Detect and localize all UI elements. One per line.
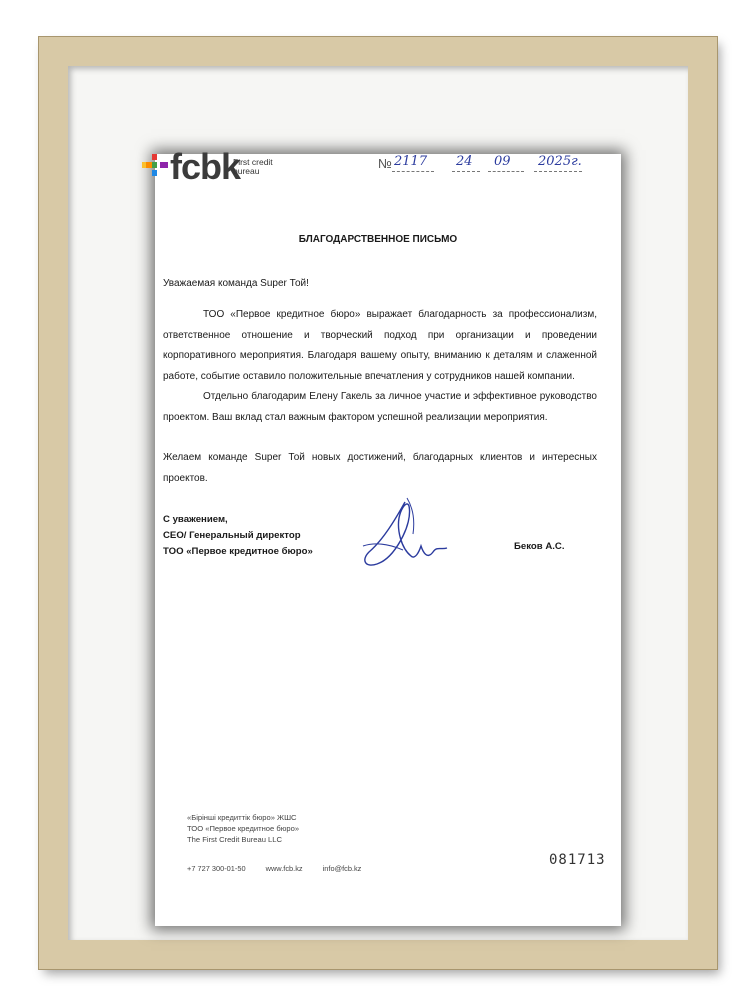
- ref-year: 2025г.: [538, 154, 582, 169]
- logo-wordmark: fcbk: [170, 146, 241, 187]
- paragraph-3: Желаем команде Super Той новых достижений, благодарных клиентов и интересных проектов.: [163, 452, 597, 484]
- fcbk-logo: [140, 146, 280, 187]
- paragraph-1-text: ТОО «Первое кредитное бюро» выражает благодарность за профессионализм, ответственное отношение и творческий подход при организации и проведении корпоративного мероприятия. Благодаря вашему опыту, вниманию к деталям и слаженной работе, событие оставило положительные впечатления у сотрудников нашей компании.: [163, 309, 597, 382]
- ref-month-line: [488, 171, 524, 173]
- closing-line-3: ТОО «Первое кредитное бюро»: [163, 546, 313, 557]
- footer-website: www.fcb.kz: [265, 864, 303, 873]
- footer-phone: +7 727 300-01-50: [187, 864, 246, 873]
- ref-month: 09: [494, 154, 511, 169]
- ref-number-line: [392, 171, 434, 173]
- footer-line-2: ТОО «Первое кредитное бюро»: [187, 824, 300, 833]
- footer-line-1: «Бірінші кредиттік бюро» ЖШС: [187, 813, 297, 822]
- signer-name: Беков А.С.: [514, 541, 565, 552]
- paragraph-1: [163, 305, 597, 387]
- ref-year-line: [534, 171, 582, 173]
- logo-subtitle: [233, 158, 273, 176]
- letter-greeting: Уважаемая команда Super Той!: [163, 278, 309, 289]
- closing-line-1: С уважением,: [163, 514, 228, 525]
- paragraph-2-text: Отдельно благодарим Елену Гакель за личное участие и эффективное руководство проектом. Ваш вклад стал важным фактором успешной реализации мероприятия.: [163, 391, 597, 423]
- footer-line-3: The First Credit Bureau LLC: [187, 835, 282, 844]
- footer-email: info@fcb.kz: [322, 864, 362, 873]
- logo-subtitle-line2: bureau: [233, 166, 260, 176]
- closing-line-2: CEO/ Генеральный директор: [163, 530, 301, 541]
- ref-prefix: №: [378, 156, 392, 171]
- paragraph-2: [163, 387, 597, 428]
- logo-plus-icon: [140, 152, 170, 182]
- reference-number: [378, 154, 608, 176]
- closing-block: [163, 512, 313, 560]
- ref-number: 2117: [394, 154, 428, 169]
- letter-title: БЛАГОДАРСТВЕННОЕ ПИСЬМО: [298, 234, 458, 245]
- ref-day: 24: [456, 154, 473, 169]
- footer-company: [187, 812, 299, 845]
- footer-contacts: [187, 864, 379, 873]
- serial-number: 081713: [549, 852, 606, 868]
- logo-subtitle-line1: First credit: [233, 157, 273, 167]
- handwritten-signature: [355, 490, 465, 580]
- ref-day-line: [452, 171, 480, 173]
